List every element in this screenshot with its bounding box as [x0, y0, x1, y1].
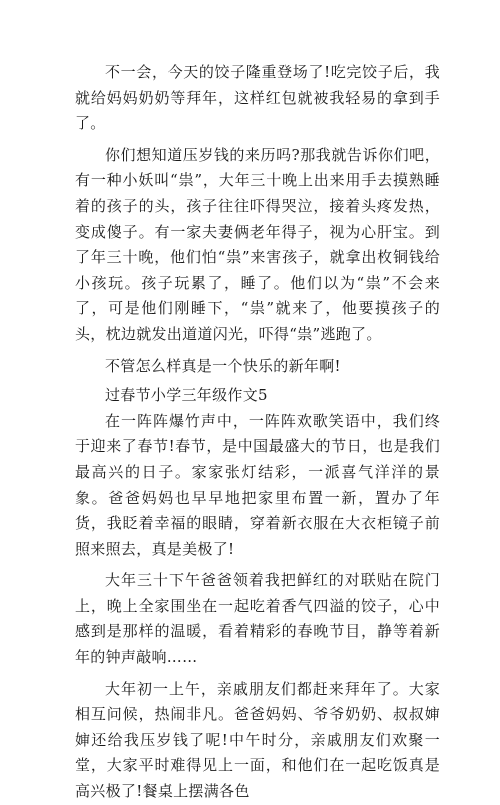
paragraph-lucky-money-origin: 你们想知道压岁钱的来历吗?那我就告诉你们吧，有一种小妖叫“祟”，大年三十晚上出来用手去摸熟睡着的孩子的头，孩子往往吓得哭泣，接着头疼发热，变成傻子。有一家夫妻俩老年得子，视为心肝宝。到了年三十晚，他们怕“祟”来害孩子，就拿出枚铜钱给小孩玩。孩子玩累了，睡了。他们以为“祟”不会来了，可是他们刚睡下，“祟”就来了，他要摸孩子的头，枕边就发出道道闪光，吓得“祟”逃跑了。	[75, 145, 440, 343]
paragraph-happy-new-year: 不管怎么样真是一个快乐的新年啊!	[105, 356, 341, 375]
document-page	[75, 60, 440, 805]
paragraph-first-day: 大年初一上午，亲戚朋友们都赶来拜年了。大家相互问候，热闹非凡。爸爸妈妈、爷爷奶奶、叔叔婶婶还给我压岁钱了呢!中午时分，亲戚朋友们欢聚一堂，大家平时难得见上一面，和他们在一起吃饭真是高兴极了!餐桌上摆满各色	[75, 679, 440, 801]
paragraph-dumplings: 不一会，今天的饺子隆重登场了!吃完饺子后，我就给妈妈奶奶等拜年，这样红包就被我轻易的拿到手了。	[75, 63, 440, 133]
paragraph-spring-festival: 在一阵阵爆竹声中，一阵阵欢歌笑语中，我们终于迎来了春节!春节，是中国最盛大的节日，也是我们最高兴的日子。家家张灯结彩，一派喜气洋洋的景象。爸爸妈妈也早早地把家里布置一新，置办了年货，我眨着幸福的眼睛，穿着新衣服在大衣柜镜子前照来照去，真是美极了!	[75, 411, 440, 558]
paragraph-new-years-eve: 大年三十下午爸爸领着我把鲜红的对联贴在院门上，晚上全家围坐在一起吃着香气四溢的饺子，心中感到是那样的温暖，看着精彩的春晚节目，静等着新年的钟声敲响……	[75, 571, 440, 667]
essay-title: 过春节小学三年级作文5	[105, 386, 268, 405]
